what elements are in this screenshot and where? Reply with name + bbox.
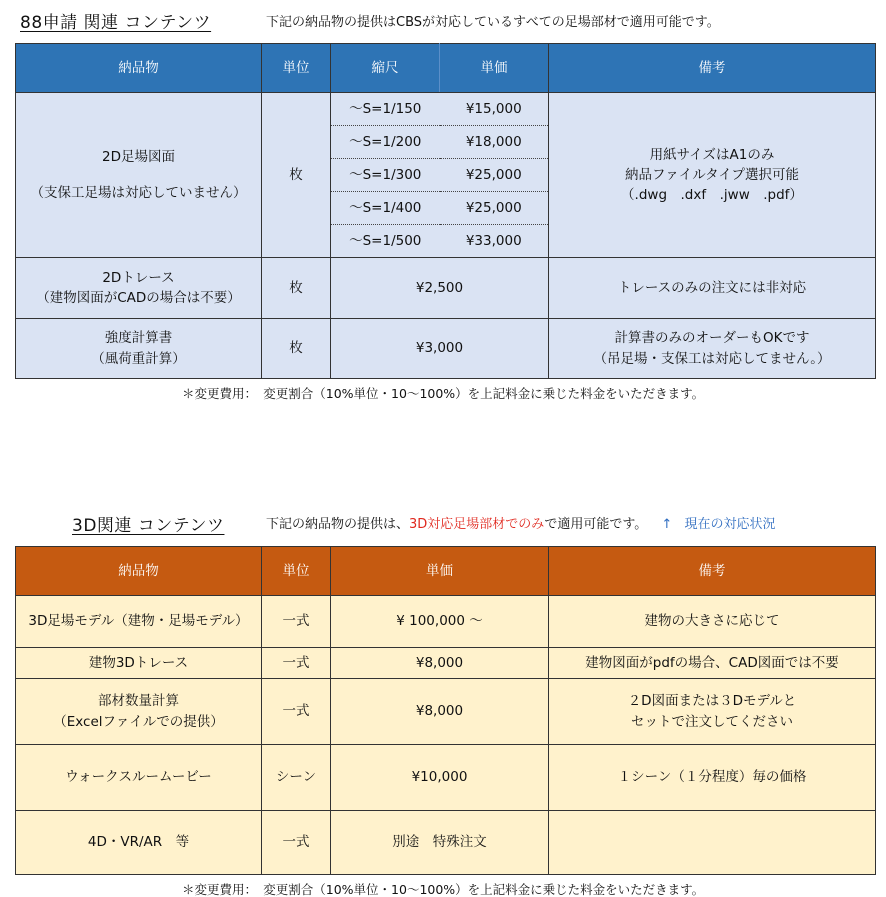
remarks-cell: トレースのみの注文には非対応 [549, 258, 876, 319]
header-remarks: 備考 [549, 44, 876, 93]
table-row [16, 811, 876, 875]
price-cell: ¥2,500 [331, 258, 549, 319]
table-row [16, 319, 876, 379]
table-row [16, 648, 876, 679]
unit-cell: 一式 [262, 648, 331, 679]
table-row [16, 745, 876, 811]
price-cell: ¥25,000 [440, 159, 549, 192]
unit-cell: 一式 [262, 811, 331, 875]
unit-cell: シーン [262, 745, 331, 811]
unit-cell: 枚 [262, 258, 331, 319]
item-2d-trace [16, 258, 262, 319]
unit-cell: 枚 [262, 93, 331, 258]
unit-cell: 枚 [262, 319, 331, 379]
header-scale: 縮尺 [331, 44, 440, 93]
remarks-cell: １シーン（１分程度）毎の価格 [549, 745, 876, 811]
section2-header [72, 511, 224, 536]
description-text: 下記の納品物の提供は、 [266, 517, 410, 532]
item-name: 部材数量計算 [98, 693, 179, 710]
section2-title: 3D関連 コンテンツ [72, 516, 225, 536]
table-row [16, 596, 876, 648]
remarks-cell [549, 811, 876, 875]
remarks-cell [549, 93, 876, 258]
header-price: 単価 [331, 547, 549, 596]
section1-note: ＊変更費用： 変更割合（10%単位・10～100%）を上記料金に乗じた料金をいただきます。 [182, 386, 705, 401]
section1-header [20, 8, 211, 33]
price-cell: ¥18,000 [440, 126, 549, 159]
item-cell: 3D足場モデル（建物・足場モデル） [16, 596, 262, 648]
table-row [16, 679, 876, 745]
header-unit: 単位 [262, 547, 331, 596]
scale-cell: ～S=1/150 [331, 93, 440, 126]
price-cell: ¥ 100,000 ～ [331, 596, 549, 648]
section2-note: ＊変更費用： 変更割合（10%単位・10～100%）を上記料金に乗じた料金をいただきます。 [182, 882, 705, 897]
section2-description [266, 513, 775, 532]
scale-cell: ～S=1/300 [331, 159, 440, 192]
item-note: （Excelファイルでの提供） [53, 713, 224, 730]
scale-cell: ～S=1/400 [331, 192, 440, 225]
remarks-line: ２D図面または３Dモデルと [627, 693, 797, 710]
unit-cell: 一式 [262, 679, 331, 745]
remarks-cell: 建物図面がpdfの場合、CAD図面では不要 [549, 648, 876, 679]
item-cell: ウォークスルームービー [16, 745, 262, 811]
unit-cell: 一式 [262, 596, 331, 648]
remarks-cell: 建物の大きさに応じて [549, 596, 876, 648]
table-header-row [16, 547, 876, 596]
price-cell: ¥33,000 [440, 225, 549, 258]
header-remarks: 備考 [549, 547, 876, 596]
price-cell: ¥10,000 [331, 745, 549, 811]
application-contents-table [15, 43, 876, 379]
header-item: 納品物 [16, 44, 262, 93]
item-cell: 4D・VR/AR 等 [16, 811, 262, 875]
section1-description: 下記の納品物の提供はCBSが対応しているすべての足場部材で適用可能です。 [266, 15, 720, 30]
remarks-line: 用紙サイズはA1のみ [649, 146, 775, 163]
remarks-line: セットで注文してください [631, 713, 793, 730]
up-arrow-icon[interactable]: ↑ [661, 517, 673, 532]
description-highlight: 3D対応足場部材でのみ [409, 517, 545, 532]
price-cell: 別途 特殊注文 [331, 811, 549, 875]
scale-cell: ～S=1/500 [331, 225, 440, 258]
table-header-row [16, 44, 876, 93]
table-row [16, 258, 876, 319]
current-status-link[interactable]: 現在の対応状況 [684, 517, 776, 532]
item-name: 2Dトレース [102, 269, 175, 286]
item-note: （支保工足場は対応していません） [30, 185, 247, 201]
remarks-line: 計算書のみのオーダーもOKです [614, 330, 810, 347]
price-cell: ¥8,000 [331, 679, 549, 745]
remarks-line: （吊足場・支保工は対応してません。） [593, 350, 831, 367]
section1-title: 88申請 関連 コンテンツ [20, 13, 212, 33]
table-row [16, 93, 876, 126]
item-strength-calc [16, 319, 262, 379]
description-text: で適用可能です。 [544, 517, 648, 532]
item-2d-drawing [16, 93, 262, 258]
header-item: 納品物 [16, 547, 262, 596]
3d-contents-table [15, 546, 876, 875]
item-name: 2D足場図面 [102, 148, 175, 165]
item-name: 強度計算書 [104, 330, 173, 347]
remarks-cell [549, 319, 876, 379]
item-cell [16, 679, 262, 745]
item-note: （建物図面がCADの場合は不要） [36, 290, 241, 306]
price-cell: ¥25,000 [440, 192, 549, 225]
header-unit: 単位 [262, 44, 331, 93]
item-cell: 建物3Dトレース [16, 648, 262, 679]
header-price: 単価 [440, 44, 549, 93]
price-cell: ¥8,000 [331, 648, 549, 679]
remarks-line: （.dwg .dxf .jww .pdf） [621, 187, 803, 204]
remarks-line: 納品ファイルタイプ選択可能 [624, 166, 799, 183]
item-note: （風荷重計算） [91, 350, 186, 367]
scale-cell: ～S=1/200 [331, 126, 440, 159]
price-cell: ¥15,000 [440, 93, 549, 126]
price-cell: ¥3,000 [331, 319, 549, 379]
remarks-cell [549, 679, 876, 745]
